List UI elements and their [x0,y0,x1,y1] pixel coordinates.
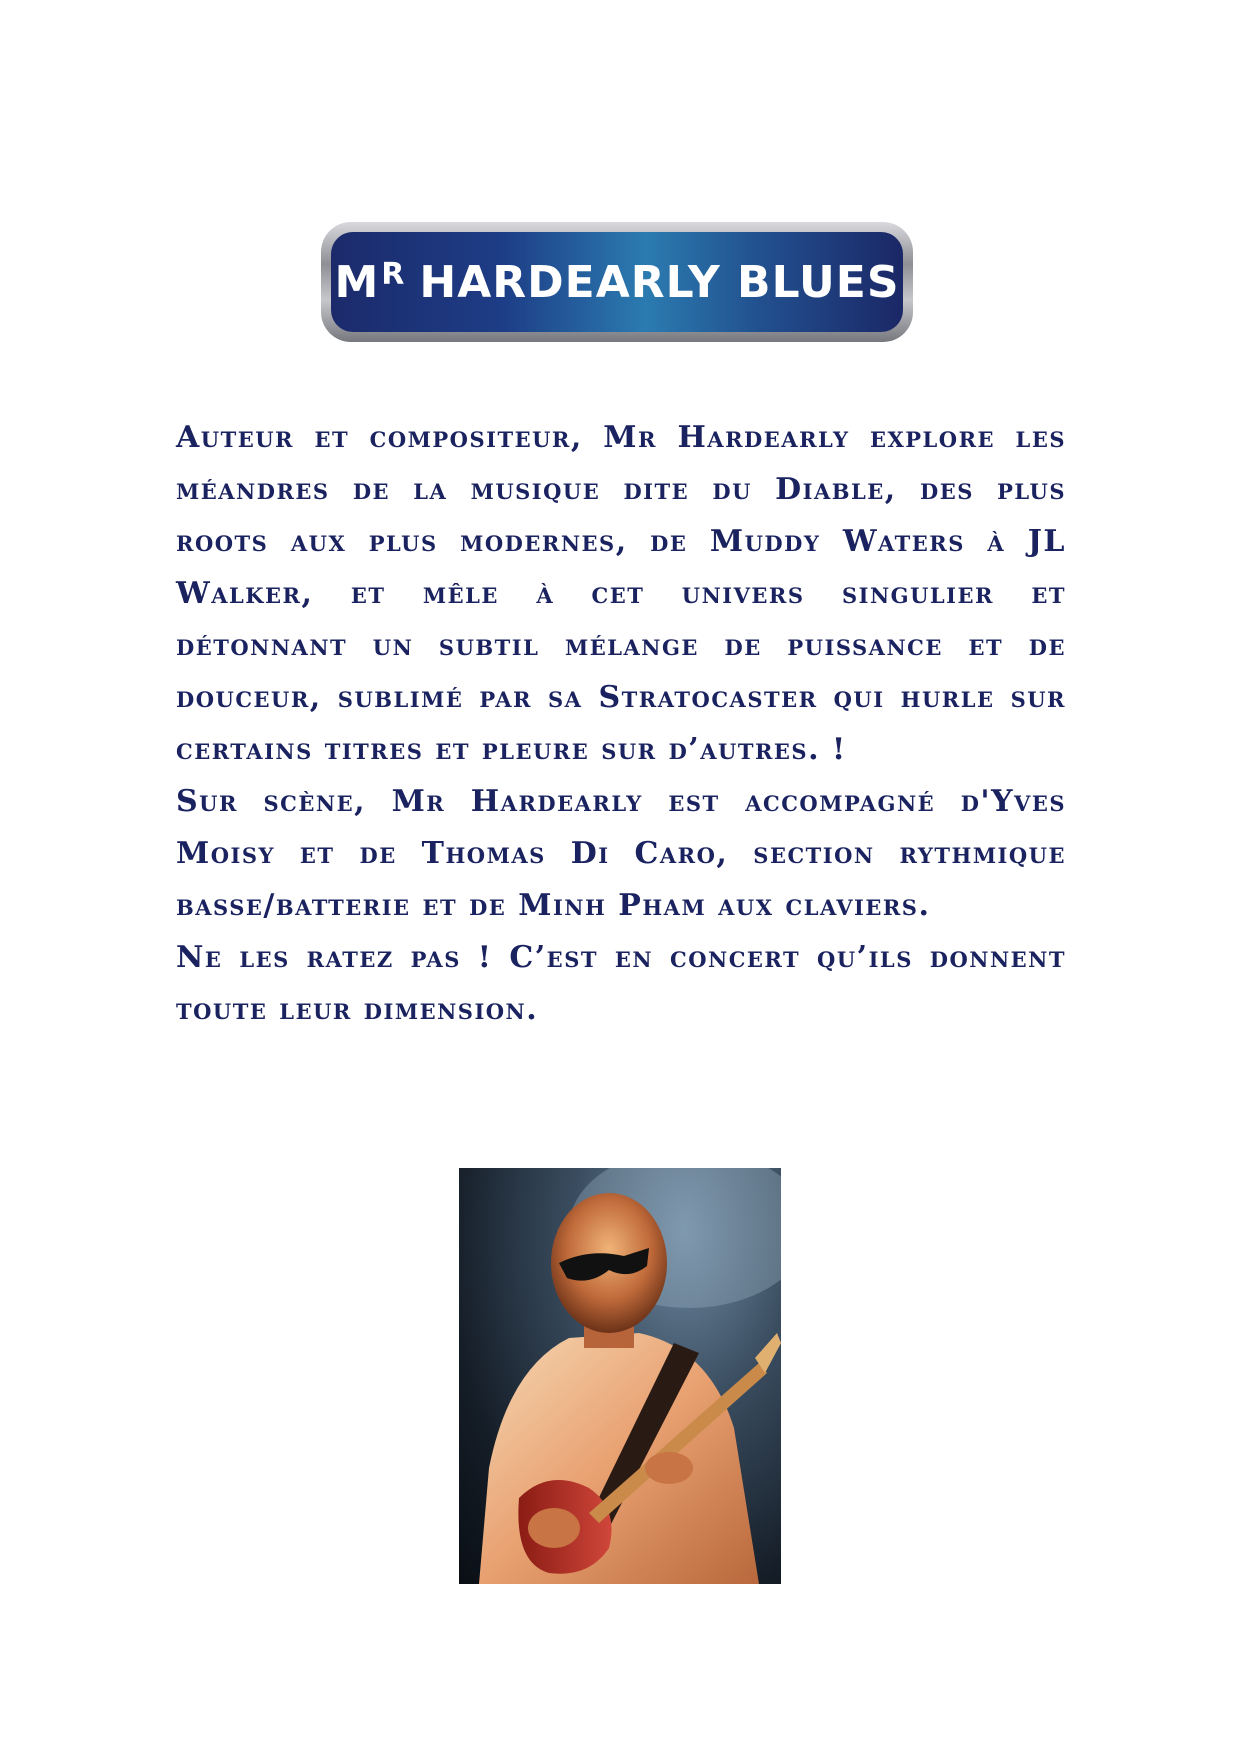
title-banner [321,222,913,342]
guitarist-photo [459,1168,781,1584]
title-rest: HARDEARLY BLUES [419,256,900,308]
biography-text [176,412,1066,1036]
paragraph-concert: Ne les ratez pas ! C’est en concert qu’ils donnent toute leur dimension. [176,940,1066,1027]
title-m: M [334,256,380,308]
title-sup: R [381,256,406,292]
title-text [331,232,903,332]
paragraph-band: Sur scène, Mr Hardearly est accompagné d'Yves Moisy et de Thomas Di Caro, section rythmique basse/batterie et de Minh Pham aux claviers. [176,784,1066,923]
paragraph-intro: Auteur et compositeur, Mr Hardearly explore les méandres de la musique dite du Diable, des plus roots aux plus modernes, de Muddy Waters à JL Walker, et mêle à cet univers singulier et détonnant un subtil mélange de puissance et de douceur, sublimé par sa Stratocaster qui hurle sur certains titres et pleure sur d’autres. ! [176,420,1066,767]
